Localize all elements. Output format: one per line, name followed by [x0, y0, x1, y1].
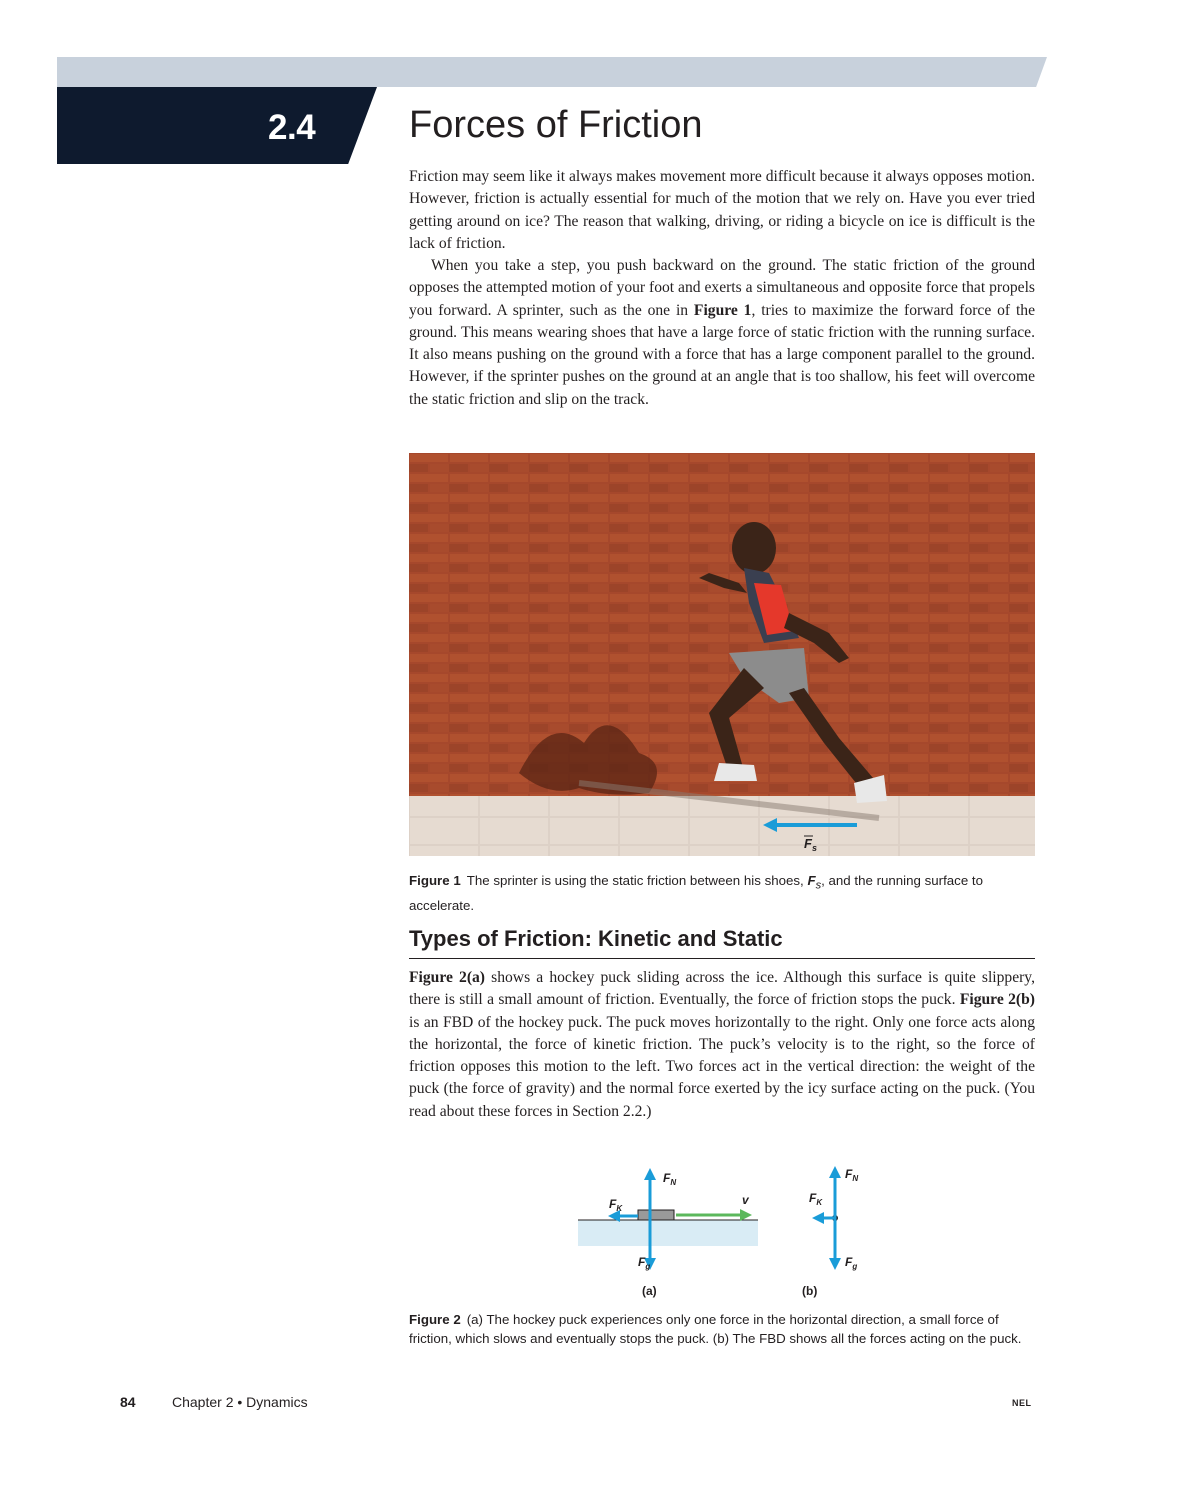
figure-2-label: Figure 2 [409, 1312, 461, 1327]
figure-1-caption [409, 871, 1035, 915]
fbd-diagrams [560, 1158, 890, 1308]
fk-label-a: $F_K$ [609, 1197, 623, 1213]
figure-2-caption-text: (a) The hockey puck experiences only one force in the horizontal direction, a small force of friction, which slows and eventually stops the puck. (b) The FBD shows all the forces acting on the puck. [409, 1312, 1022, 1346]
fg-label-a: $F_g$ [638, 1255, 651, 1271]
figure-1-caption-b: , and the running surface to accelerate. [409, 873, 984, 913]
sprinter-photo [409, 453, 1035, 856]
fn-label-b: $F_N$ [845, 1167, 859, 1183]
sprinter-illustration [409, 453, 1035, 856]
velocity-arrowhead [740, 1209, 752, 1221]
figure-1-force-symbol: $F_s$ [807, 873, 822, 892]
static-friction-label: $F_s$ [804, 836, 817, 853]
section-number: 2.4 [268, 108, 316, 147]
hockey-puck [638, 1210, 674, 1220]
figure-2a-reference: Figure 2(a) [409, 969, 486, 986]
step-text-a: When you take a step, you push backward on the ground. The static friction of the ground opposes the attempted motion of your foot and exerts a simultaneous and opposite force that propels you forward. A sprinter, such as the one in [409, 257, 1035, 319]
fg-label-b: $F_g$ [845, 1255, 858, 1271]
normal-force-arrowhead-b [829, 1166, 841, 1178]
step-text-b: , tries to maximize the forward force of the ground. This means wearing shoes that have a large force of static friction with the running surface. It also means pushing on the ground with a force that has a large component parallel to the ground. However, if the sprinter pushes on the ground at an angle that is too shallow, his feet will overcome the static friction and slip on the track. [409, 301, 1035, 408]
gravity-force-arrowhead-b [829, 1258, 841, 1270]
ice-surface [578, 1220, 758, 1246]
chapter-title: Chapter 2 • Dynamics [172, 1394, 308, 1410]
figure-1-reference: Figure 1 [693, 301, 752, 319]
friction-types-paragraph [409, 967, 1035, 1123]
figure-2b-reference: Figure 2(b) [959, 991, 1035, 1009]
kinetic-friction-arrowhead-b [812, 1212, 824, 1224]
section-heading: Types of Friction: Kinetic and Static [409, 926, 1035, 959]
step-paragraph [409, 255, 1035, 411]
page-number: 84 [120, 1394, 136, 1410]
pavement [409, 796, 1035, 856]
intro-paragraph: Friction may seem like it always makes movement more difficult because it always opposes motion. However, friction is actually essential for much of the motion that we rely on. Have you ever tried getting around on ice? The reason that walking, driving, or riding a bicycle on ice is difficult is the lack of friction. [409, 168, 1035, 252]
figure-1-label: Figure 1 [409, 873, 461, 888]
figure-1-caption-a: The sprinter is using the static friction between his shoes, [466, 873, 808, 888]
fk-label-b: $F_K$ [809, 1191, 823, 1207]
figure-2-caption [409, 1310, 1035, 1348]
header-band [57, 57, 1047, 87]
normal-force-arrowhead-a [644, 1168, 656, 1180]
fn-label-a: $F_N$ [663, 1171, 677, 1187]
publisher-mark: NEL [1012, 1398, 1032, 1408]
friction-text-b: is an FBD of the hockey puck. The puck moves horizontally to the right. Only one force acts along the horizontal, the force of kinetic friction. The puck’s velocity is to the right, so the force of friction opposes this motion to the left. Two forces act in the vertical direction: the weight of the puck (the force of gravity) and the normal force exerted by the icy surface acting on the puck. (You read about these forces in Section 2.2.) [409, 1013, 1035, 1120]
section-number-box [57, 87, 377, 164]
part-a-label: (a) [642, 1284, 657, 1298]
v-label: v [742, 1193, 749, 1207]
part-b-label: (b) [802, 1284, 818, 1298]
figure-2-diagram [560, 1158, 890, 1308]
friction-text-a: shows a hockey puck sliding across the ice. Although this surface is quite slippery, there is still a small amount of friction. Eventually, the force of friction stops the puck. [409, 969, 1035, 1009]
page-title: Forces of Friction [409, 104, 703, 146]
